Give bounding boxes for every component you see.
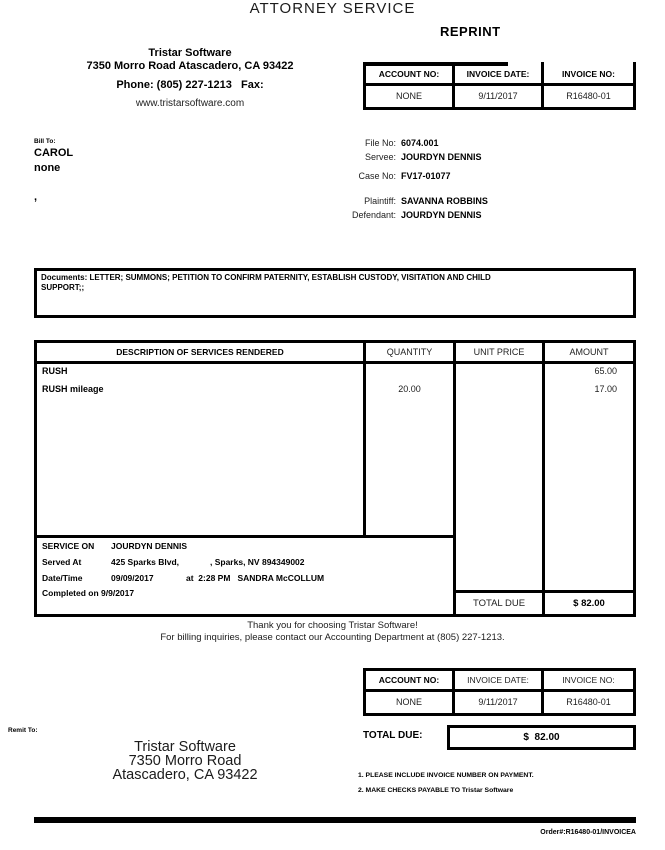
company-block bbox=[20, 47, 360, 110]
bill-to-line3: , bbox=[34, 191, 38, 203]
remit-address bbox=[35, 740, 335, 782]
defendant-value: JOURDYN DENNIS bbox=[401, 210, 482, 220]
total-due-value: $ 82.00 bbox=[573, 598, 605, 609]
row-description: RUSH bbox=[42, 366, 68, 376]
file-no-label: File No: bbox=[364, 138, 396, 148]
row-amount: 65.00 bbox=[594, 366, 617, 376]
payment-note-1: 1. PLEASE INCLUDE INVOICE NUMBER ON PAYMENT. bbox=[358, 772, 534, 779]
billing-message: For billing inquiries, please contact our Accounting Department at (805) 227-1213. bbox=[160, 632, 505, 643]
remit-total-due-box bbox=[447, 725, 636, 750]
service-on-label: SERVICE ON bbox=[42, 541, 95, 551]
order-reference: Order#:R16480-01/INVOICEA bbox=[540, 829, 636, 836]
invoice-date-value: 9/11/2017 bbox=[478, 697, 518, 707]
table-border bbox=[34, 614, 636, 617]
documents-box bbox=[34, 268, 636, 318]
bill-to-line2: none bbox=[34, 162, 61, 174]
table-border bbox=[363, 668, 636, 671]
table-border bbox=[34, 361, 636, 364]
defendant-label: Defendant: bbox=[351, 210, 396, 220]
served-at-value: 425 Sparks Blvd, bbox=[111, 557, 180, 567]
services-table bbox=[34, 340, 636, 617]
file-no-value: 6074.001 bbox=[401, 138, 439, 148]
table-border bbox=[34, 340, 636, 343]
table-border bbox=[633, 340, 636, 617]
col-description-header: DESCRIPTION OF SERVICES RENDERED bbox=[116, 347, 284, 357]
remit-to-label: Remit To: bbox=[8, 727, 38, 734]
total-due-label: TOTAL DUE bbox=[472, 598, 526, 609]
row-description: RUSH mileage bbox=[42, 384, 104, 394]
remit-total-due-label: TOTAL DUE: bbox=[363, 730, 423, 741]
company-address: 7350 Morro Road Atascadero, CA 93422 bbox=[86, 60, 294, 72]
table-border bbox=[542, 340, 545, 617]
servee-value: JOURDYN DENNIS bbox=[401, 152, 482, 162]
served-at-extra: , Sparks, NV 894349002 bbox=[210, 557, 305, 567]
table-border bbox=[34, 340, 37, 617]
remit-address-line: Atascadero, CA 93422 bbox=[112, 767, 258, 783]
company-name: Tristar Software bbox=[148, 47, 232, 59]
table-border bbox=[633, 668, 636, 716]
invoice-no-header: INVOICE NO: bbox=[562, 69, 615, 79]
table-border bbox=[363, 107, 636, 110]
service-box-top-border bbox=[34, 535, 456, 538]
thank-you-message: Thank you for choosing Tristar Software! bbox=[247, 620, 418, 631]
date-time-value: 09/09/2017 bbox=[111, 573, 154, 583]
invoice-date-value: 9/11/2017 bbox=[478, 91, 518, 101]
plaintiff-value: SAVANNA ROBBINS bbox=[401, 196, 488, 206]
case-no-label: Case No: bbox=[358, 171, 396, 181]
date-time-extra: at 2:28 PM SANDRA McCOLLUM bbox=[186, 573, 325, 583]
remit-total-due-value: $ 82.00 bbox=[523, 732, 560, 743]
service-on-value: JOURDYN DENNIS bbox=[111, 541, 188, 551]
table-border bbox=[363, 689, 636, 692]
servee-label: Servee: bbox=[364, 152, 396, 162]
payment-note-2: 2. MAKE CHECKS PAYABLE TO Tristar Software bbox=[358, 787, 514, 794]
invoice-no-header: INVOICE NO: bbox=[562, 675, 615, 685]
account-no-value: NONE bbox=[395, 91, 422, 101]
col-quantity-header: QUANTITY bbox=[386, 347, 433, 357]
table-border bbox=[363, 83, 636, 86]
table-border bbox=[453, 340, 456, 617]
account-no-header: ACCOUNT NO: bbox=[378, 675, 440, 685]
remit-address-line: Tristar Software bbox=[134, 739, 236, 755]
company-website: www.tristarsoftware.com bbox=[135, 98, 245, 109]
plaintiff-label: Plaintiff: bbox=[364, 196, 396, 206]
account-no-header: ACCOUNT NO: bbox=[378, 69, 440, 79]
bill-to-label: Bill To: bbox=[34, 138, 56, 145]
row-quantity: 20.00 bbox=[398, 384, 421, 394]
remit-address-line: 7350 Morro Road bbox=[128, 753, 242, 769]
total-row-border bbox=[453, 590, 636, 593]
reprint-label: REPRINT bbox=[440, 24, 501, 39]
case-no-value: FV17-01077 bbox=[401, 171, 451, 181]
date-time-label: Date/Time bbox=[42, 573, 83, 583]
company-phone: Phone: (805) 227-1213 Fax: bbox=[116, 79, 264, 91]
served-at-label: Served At bbox=[42, 557, 82, 567]
table-border bbox=[363, 62, 508, 66]
documents-line2: SUPPORT;; bbox=[41, 282, 85, 292]
account-no-value: NONE bbox=[395, 697, 422, 707]
account-table-top bbox=[363, 62, 636, 110]
row-amount: 17.00 bbox=[594, 384, 617, 394]
bottom-rule bbox=[34, 817, 636, 823]
col-unit-price-header: UNIT PRICE bbox=[473, 347, 525, 357]
table-border bbox=[363, 340, 366, 538]
account-table-bottom bbox=[363, 668, 636, 716]
invoice-date-header: INVOICE DATE: bbox=[466, 69, 530, 79]
documents-line1: Documents: LETTER; SUMMONS; PETITION TO CONFIRM PATERNITY, ESTABLISH CUSTODY, VISITATION AND CHILD bbox=[41, 273, 491, 282]
bill-to-name: CAROL bbox=[34, 147, 74, 159]
invoice-no-value: R16480-01 bbox=[566, 91, 611, 101]
table-border bbox=[633, 62, 636, 110]
invoice-date-header: INVOICE DATE: bbox=[467, 675, 529, 685]
document-title: ATTORNEY SERVICE bbox=[249, 0, 416, 17]
table-border bbox=[363, 713, 636, 716]
completed-on-label: Completed on 9/9/2017 bbox=[42, 588, 135, 598]
col-amount-header: AMOUNT bbox=[569, 347, 609, 357]
invoice-no-value: R16480-01 bbox=[566, 697, 611, 707]
